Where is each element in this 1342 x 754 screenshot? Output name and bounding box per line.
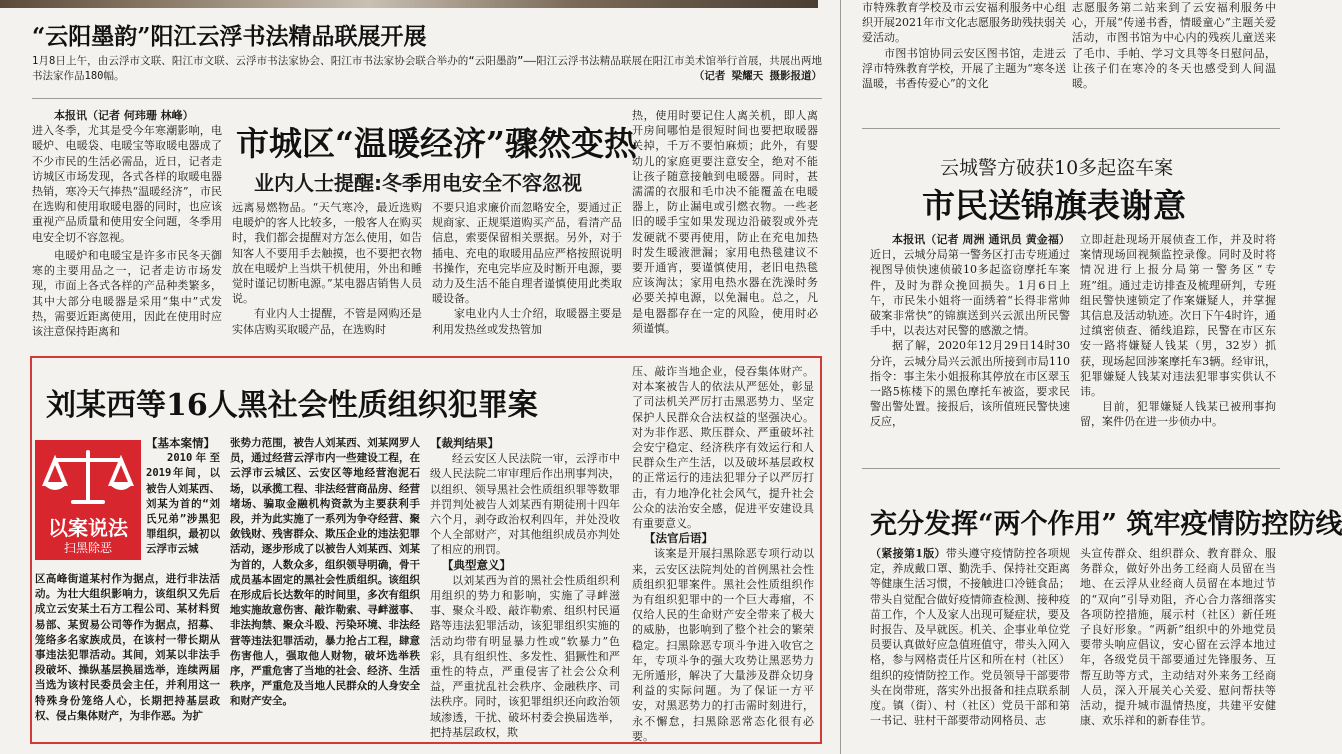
library-text-1: 市特殊教育学校及市云安福利服务中心组织开展2021年市文化志愿服务助残扶弱关爱活动。 — [862, 1, 1066, 45]
calligraphy-caption — [32, 54, 822, 86]
heating-text-1: 进入冬季，尤其是受今年寒潮影响，电暖炉、电暖袋、电暖宝等取暖电器成了不少市民的生活必需品，近日，记者走访城区市场发现，各式各样的取暖电器热销，寒冷天气捧热“温暖经济”，市民在选购和使用取暖电器的同时，也应该重视产品质量和使用安全问题，冬季用电安全切不容忽视。 — [32, 124, 222, 244]
caption-text: 1月8日上午，由云浮市文联、阳江市文联、云浮市书法家协会、阳江市书法家协会联合举办的“云阳墨韵”——阳江云浮书法精品联展在阳江市美术馆举行首展，共展出两地书法家作品180幅。 — [32, 55, 822, 82]
scales-of-justice-icon — [35, 444, 141, 508]
crime-badge — [35, 440, 141, 560]
heating-subtitle: 业内人士提醒:冬季用电安全不容忽视 — [254, 171, 582, 195]
crime-title: 刘某西等16人黑社会性质组织犯罪案 — [46, 388, 538, 423]
police-col1 — [870, 232, 1070, 444]
verdict-text: 经云安区人民法院一审，云浮市中级人民法院二审审理后作出刑事判决，以组织、领导黑社会性质组织罪等数罪并罚判处被告人刘某西有期徒刑十四年六个月，剥夺政治权利四年，并处没收个人全部财产，对其他组织成员亦判处了相应的刑罚。 — [430, 452, 620, 557]
basic-text-1: 2010年至2019年间，以被告人刘某西、刘某为首的“刘氏兄弟”涉黑犯罪组织，最初以云浮市云城 — [146, 452, 220, 556]
police-byline: 本报讯（记者 周洲 通讯员 黄金福） — [892, 233, 1070, 246]
crime-basic-col1b — [35, 572, 220, 736]
afterword-head: 【法官后语】 — [644, 531, 713, 546]
epidemic-title: 充分发挥“两个作用” 筑牢疫情防控防线 — [870, 509, 1342, 540]
police-text-2: 据了解，2020年12月29日14时30分许，云城分局兴云派出所接到市局110指令：事主朱小姐报称其停放在市区翠玉一路5栋楼下的黑色摩托车被盗，要求民警出警处置。接报后，该所值班民警快速反应， — [870, 339, 1070, 429]
divider — [862, 468, 1280, 469]
basic-text-3: 张势力范围，被告人刘某西、刘某网罗人员，通过经营云浮市内一些建设工程，在云浮市云城区、云安区等地经营泡泥石场，以承揽工程、非法经营商品房、经营堵场、骗取金融机构资款为主要获利手段，并为此实施了一系列为争夺经营、聚敛钱财、残害群众、欺压企业的违法犯罪活动，逐步形成了以被告人刘某西、刘某为首的，人数众多，组织领导明确，骨干成员基本固定的黑社会性质组织。该组织在形成后长达数年的时间里，多次有组织地实施故意伤害、敲诈勒索、寻衅滋事、非法拘禁、聚众斗殴、污染环境、非法经营等违法犯罪活动，暴力抢占工程，肆意伤害他人，强取他人财物，破坏选举秩序，严重危害了当地的社会、经济、生活秩序，严重危及当地人民群众的人身安全和财产安全。 — [230, 437, 420, 708]
crime-col4 — [632, 364, 814, 743]
epidemic-byline: （紧接第1版） — [870, 547, 946, 560]
meaning-text: 以刘某西为首的黑社会性质组织利用组织的势力和影响，实施了寻衅滋事、聚众斗殴、敲诈勒索、组织村民逼路等违法犯罪活动，该犯罪组织实施的活动均带有明显暴力性或“软暴力”色彩，具有组织性、多发性、猖獗性和严重性的特点，严重侵害了社会公众利益，严重扰乱社会秩序、金融秩序、司法秩序。同时，该犯罪组织还向政治领域渗透，干扰、破坏村委会换届选举，把持基层政权，欺 — [430, 573, 620, 739]
epidemic-col2 — [1080, 546, 1276, 750]
heating-col4 — [632, 108, 818, 340]
heating-col1-top — [32, 108, 222, 248]
basic-head: 【基本案情】 — [146, 436, 215, 450]
heating-text-6: 家电业内人士介绍，取暖器主要是利用发热丝或发热管加 — [432, 307, 622, 336]
library-text-2: 市图书馆协同云安区图书馆，走进云浮市特殊教育学校，开展了主题为“寒冬送温暖，书香传爱心”的文化 — [862, 46, 1066, 91]
meaning-head: 【典型意义】 — [442, 557, 511, 572]
police-text-1: 近日，云城分局第一警务区打击专班通过视图导侦快速侦破10多起盗窃摩托车案件，及时为群众挽回损失。1月6日上午，市民朱小姐将一面绣着“长得非常帅 破案非常快”的锦旗送到兴云派出所民警手中，以表达对民警的感激之情。 — [870, 248, 1070, 338]
afterword-text: 该案是开展扫黑除恶专项行动以来，云安区法院判处的首例黑社会性质组织犯罪案件。黑社会性质组织作为有组织犯罪中的一个巨大毒瘤，不仅给人民的生命财产安全带来了极大的威胁，也影响到了整个社会的繁荣稳定。扫黑除恶专项斗争进入收官之年，专项斗争的强大攻势让黑恶势力无所遁形，解决了大量涉及群众切身利益的实际问题。为了保证一方平安，对黑恶势力的打击需时刻进行，永不懈怠，扫黑除恶常态化很有必要。 — [632, 547, 814, 743]
heating-col3 — [432, 200, 622, 340]
police-col2 — [1080, 232, 1276, 444]
heating-text-7: 热，使用时要记住人离关机，即人离开房间哪怕是很短时间也要把取暖器关掉，千万不要怕麻烦；此外，有婴幼儿的家庭更要注意安全，绝对不能让孩子随意接触到电暖器。同时，甚濡濡的衣服和毛巾决不能覆盖在电暖器上，防止漏电或引燃衣物。一些老旧的暖手宝如果发现边沿破裂或外壳发硬就不要再使用，防止在充电加热时发生暖液泄漏；家用电热毯建议不要开通宵，要谨慎使用，老旧电热毯应该淘汰；家用电热水器在洗澡时务必要关掉电源，以免漏电。总之，凡是电器都存在一定的风险，使用时必须谨慎。 — [632, 109, 818, 335]
police-subtitle: 云城警方破获10多起盗车案 — [940, 157, 1174, 179]
divider — [862, 128, 1280, 129]
heating-text-5: 不要只追求廉价而忽略安全，要通过正规商家、正规渠道购买产品，看清产品信息，索要保留相关票据。另外，对于插电、充电的取暖用品应严格按照说明书操作，充电完毕应及时断开电源，要动力及生活不能自理者谨慎使用此类取暖设备。 — [432, 201, 622, 306]
crime-basic-col1a — [146, 436, 220, 572]
calligraphy-title: “云阳墨韵”阳江云浮书法精品联展开展 — [32, 23, 427, 50]
heating-text-2: 电暖炉和电暖宝是许多市民冬天御寒的主要用品之一，记者走访市场发现，市面上各式各样的产品种类繁多，其中大部分电暖器是采用“集中”式发热，需要近距离使用，因此在使用时应该注意保持距离和 — [32, 249, 222, 339]
heating-title: 市城区“温暖经济”骤然变热 — [236, 124, 637, 163]
badge-subtitle: 扫黑除恶 — [63, 541, 112, 555]
epidemic-text-1: 带头遵守疫情防控各项规定，养成戴口罩、勤洗手、保持社交距离等健康生活习惯，不接触进口冷链食品；带头自觉配合做好疫情筛查检测、接种疫苗工作，个人及家人出现可疑症状，要及时报告、及早就医。机关、企事业单位党员要认真做好应急值班值守，带头入网入格，参与网格责任片区和所在村（社区）组织的疫情防控工作。党员领导干部要带头在岗带班，落实外出报备和挂点联系制度。镇（街）、村（社区）党员干部和第一书记、驻村干部要带动网格员、志 — [870, 547, 1071, 728]
library-text-3: 志愿服务第二站来到了云安福利服务中心，开展“传递书香，情暖童心”主题关爱活动，市图书馆为中心内的残疾儿童送来了毛巾、手帕、学习文具等冬日慰问品，让孩子们在寒冷的冬天也感受到人间温暖。 — [1072, 1, 1276, 91]
heating-text-3: 远离易燃物品。“天气寒冷，最近选购电暖炉的客人比较多，一般客人在购买时，我们都会提醒对方怎么使用，如告知客人不要用手去触摸，也不要把衣物放在电暖炉上当烘干机使用，外出和睡觉时谨记切断电源。”某电器店销售人员说。 — [232, 201, 422, 306]
epidemic-col1 — [870, 546, 1070, 750]
crime-basic-col2 — [230, 436, 420, 736]
column-divider — [840, 0, 841, 754]
heating-col1-bottom — [32, 248, 222, 340]
library-col1 — [862, 0, 1066, 96]
heating-byline: 本报讯（记者 何玮珊 林峰） — [54, 109, 194, 122]
library-col2 — [1072, 0, 1276, 96]
heating-col2 — [232, 200, 422, 340]
police-text-3: 立即赶赴现场开展侦查工作，并及时将案情现场回视频监控录像。同时及时将情况进行上报分局第一警务区“专班”组。通过走访排查及梳理研判，专班组民警快速锁定了作案嫌疑人，并掌握其信息及活动轨迹。次日下午4时许，通过缜密侦查、循线追踪，民警在市区东安一路将嫌疑人钱某（男，32岁）抓获，现场起回涉案摩托车3辆。经审讯，犯罪嫌疑人钱某对违法犯罪事实供认不讳。 — [1080, 233, 1276, 399]
caption-credit: （记者 梁耀天 摄影报道） — [693, 69, 822, 82]
basic-text-2: 区高峰街道某村作为据点，进行非法活动。为壮大组织影响力，该组织又先后成立云安某土石方工程公司、某材料贸易部、某贸易公司等作为据点，招募、笼络多名家族成员，在该村一带长期从事违法犯罪活动。其间，刘某以非法手段破坏、操纵基层换届选举，连续两届当选为该村民委员会主任，并利用这一特殊身份笼络人心，长期把持基层政权、侵占集体财产，为非作恶。为扩 — [35, 573, 220, 722]
epidemic-text-2: 头宣传群众、组织群众、教育群众、服务群众，做好外出务工经商人员留在当地、在云浮从业经商人员留在本地过节的“双向”引导劝阻，齐心合力落细落实各项防控措施，展示村（社区）新任班子良好形象。“两新”组织中的外地党员要带头响应倡议，安心留在云浮本地过年，各级党员干部要通过先锋服务、互帮互助等方式，主动结对外来务工经商人员，深入开展关心关爱、慰问帮扶等活动，提升城市温情热度，共建平安健康、欢乐祥和的新春佳节。 — [1080, 547, 1276, 728]
police-text-4: 目前，犯罪嫌疑人钱某已被刑事拘留，案件仍在进一步侦办中。 — [1080, 400, 1276, 429]
heating-text-4: 有业内人士提醒，不管是网购还是实体店购买取暖产品，在选购时 — [232, 307, 422, 336]
verdict-head: 【裁判结果】 — [430, 436, 499, 450]
badge-title: 以案说法 — [48, 516, 128, 540]
crime-col3 — [430, 436, 620, 739]
crime-col4-text: 压、敲诈当地企业，侵吞集体财产。对本案被告人的依法从严惩处，彰显了司法机关严厉打击黑恶势力、坚定保护人民群众合法权益的坚强决心。对为非作恶、欺压群众、严重破坏社会安宁稳定、经济秩序有效运行和人民群众生产生活，以及破坏基层政权的正常运行的违法犯罪分子以严厉打击，有力地净化社会风气，提升社会公众的法治安全感，促进平安建设具有重要意义。 — [632, 365, 814, 531]
calligraphy-photo — [0, 0, 818, 8]
police-title: 市民送锦旗表谢意 — [922, 186, 1186, 225]
divider — [32, 98, 822, 99]
